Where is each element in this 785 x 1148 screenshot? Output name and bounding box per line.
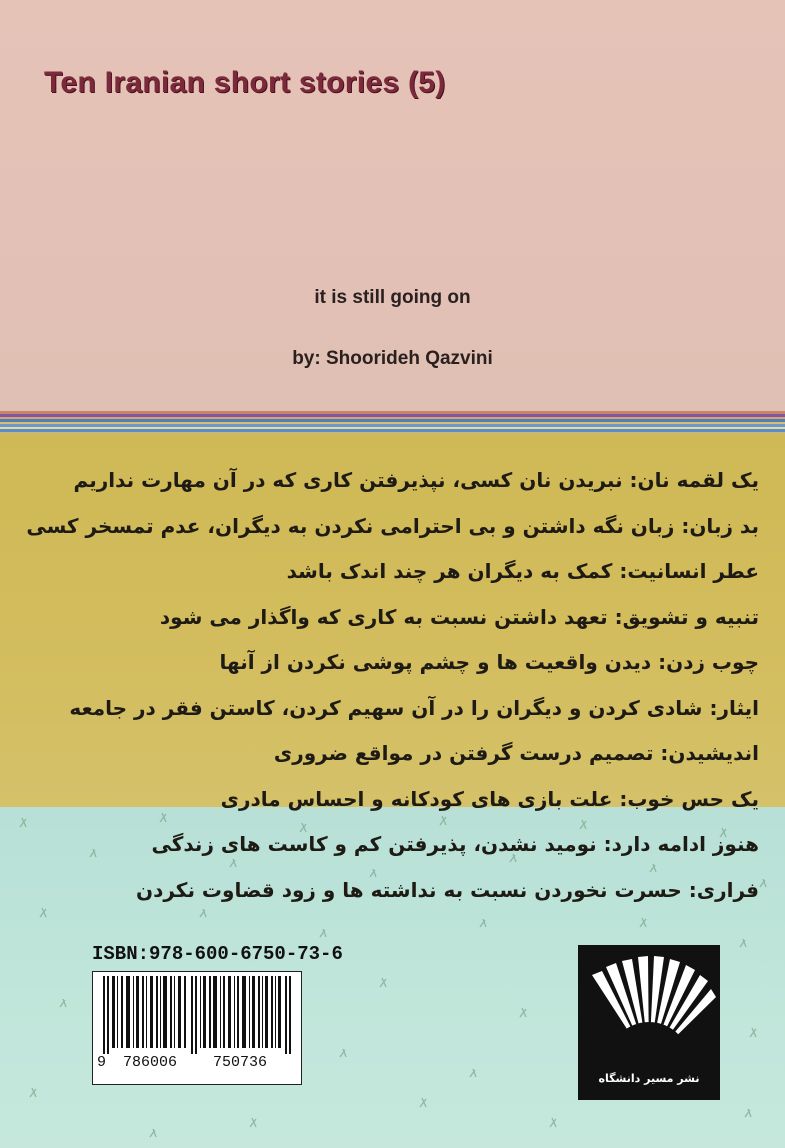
sunrise-logo-icon xyxy=(578,945,720,1070)
barcode-group-2: 750736 xyxy=(213,1054,268,1071)
barcode-group-1: 786006 xyxy=(123,1054,178,1071)
book-title: Ten Iranian short stories (5) xyxy=(44,66,446,99)
story-line: هنوز ادامه دارد: نومید نشدن، پذیرفتن کم و کاست های زندگی xyxy=(151,832,759,856)
story-line: یک حس خوب: علت بازی های کودکانه و احساس مادری xyxy=(220,786,759,811)
barcode-bars xyxy=(103,976,293,1054)
story-line: عطر انسانیت: کمک به دیگران هر چند اندک باشد xyxy=(286,559,759,583)
story-line: چوب زدن: دیدن واقعیت ها و چشم پوشی نکردن از آنها xyxy=(219,650,759,674)
story-line: ایثار: شادی کردن و دیگران را در آن سهیم کردن، کاستن فقر در جامعه xyxy=(69,695,759,720)
book-author: by: Shoorideh Qazvini xyxy=(292,348,493,369)
isbn-label: ISBN:978-600-6750-73-6 xyxy=(92,943,343,965)
story-line: تنبیه و تشویق: تعهد داشتن نسبت به کاری که واگذار می شود xyxy=(159,604,759,629)
barcode-first-digit: 9 xyxy=(97,1054,107,1071)
story-line: فراری: حسرت نخوردن نسبت به نداشته ها و زود قضاوت نکردن xyxy=(136,877,759,902)
story-line: اندیشیدن: تصمیم درست گرفتن در مواقع ضروری xyxy=(273,741,759,765)
publisher-logo xyxy=(578,945,720,1100)
story-list xyxy=(19,458,759,913)
publisher-name: نشر مسیر دانشگاه xyxy=(598,1072,700,1085)
book-subtitle: it is still going on xyxy=(314,287,471,308)
story-line: بد زبان: زبان نگه داشتن و بی احترامی نکردن به دیگران، عدم تمسخر کسی xyxy=(26,513,759,538)
barcode xyxy=(92,971,302,1085)
story-line: یک لقمه نان: نبریدن نان کسی، نپذیرفتن کاری که در آن مهارت نداریم xyxy=(73,468,759,492)
decorative-stripes xyxy=(0,411,785,437)
